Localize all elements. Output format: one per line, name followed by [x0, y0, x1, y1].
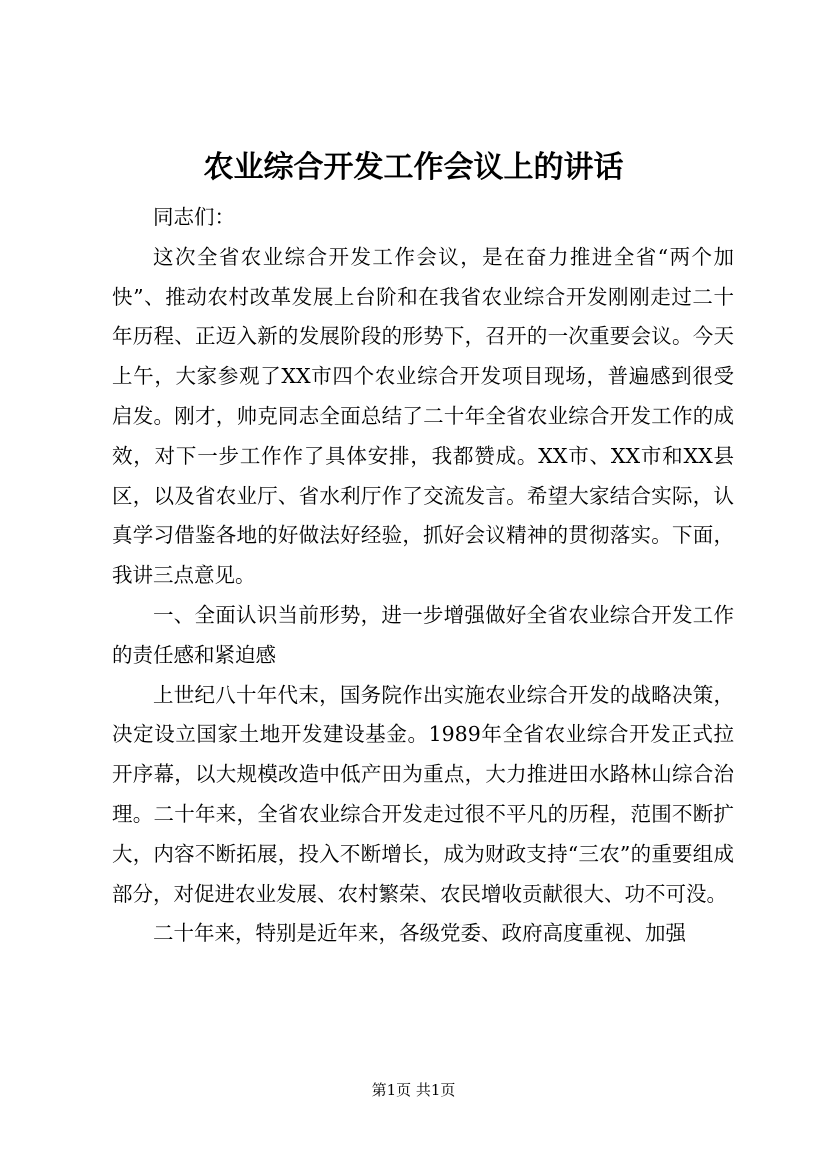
salutation: 同志们： [153, 205, 235, 229]
document-body [112, 198, 734, 954]
section-heading-one: 一、全面认识当前形势，进一步增强做好全省农业综合开发工作的责任感和紧迫感 [112, 602, 734, 667]
page-footer: 第1页 共1页 [371, 1081, 456, 1099]
paragraph-opening: 这次全省农业综合开发工作会议，是在奋力推进全省“两个加快”、推动农村改革发展上台阶和在我省农业综合开发刚刚走过二十年历程、正迈入新的发展阶段的形势下，召开的一次重要会议。今天上午，大家参观了XX市四个农业综合开发项目现场，普遍感到很受启发。刚才，帅克同志全面总结了二十年全省农业综合开发工作的成效，对下一步工作作了具体安排，我都赞成。XX市、XX市和XX县区，以及省农业厅、省水利厅作了交流发言。希望大家结合实际，认真学习借鉴各地的好做法好经验，抓好会议精神的贯彻落实。下面，我讲三点意见。 [112, 244, 734, 588]
document-title: 农业综合开发工作会议上的讲话 [203, 150, 624, 185]
paragraph-history: 上世纪八十年代末，国务院作出实施农业综合开发的战略决策，决定设立国家土地开发建设基金。1989年全省农业综合开发正式拉开序幕，以大规模改造中低产田为重点，大力推进田水路林山综合治理。二十年来，全省农业综合开发走过很不平凡的历程，范围不断扩大，内容不断拓展，投入不断增长，成为财政支持“三农”的重要组成部分，对促进农业发展、农村繁荣、农民增收贡献很大、功不可没。 [112, 682, 734, 906]
paragraph-recent-years: 二十年来，特别是近年来，各级党委、政府高度重视、加强 [153, 921, 686, 946]
